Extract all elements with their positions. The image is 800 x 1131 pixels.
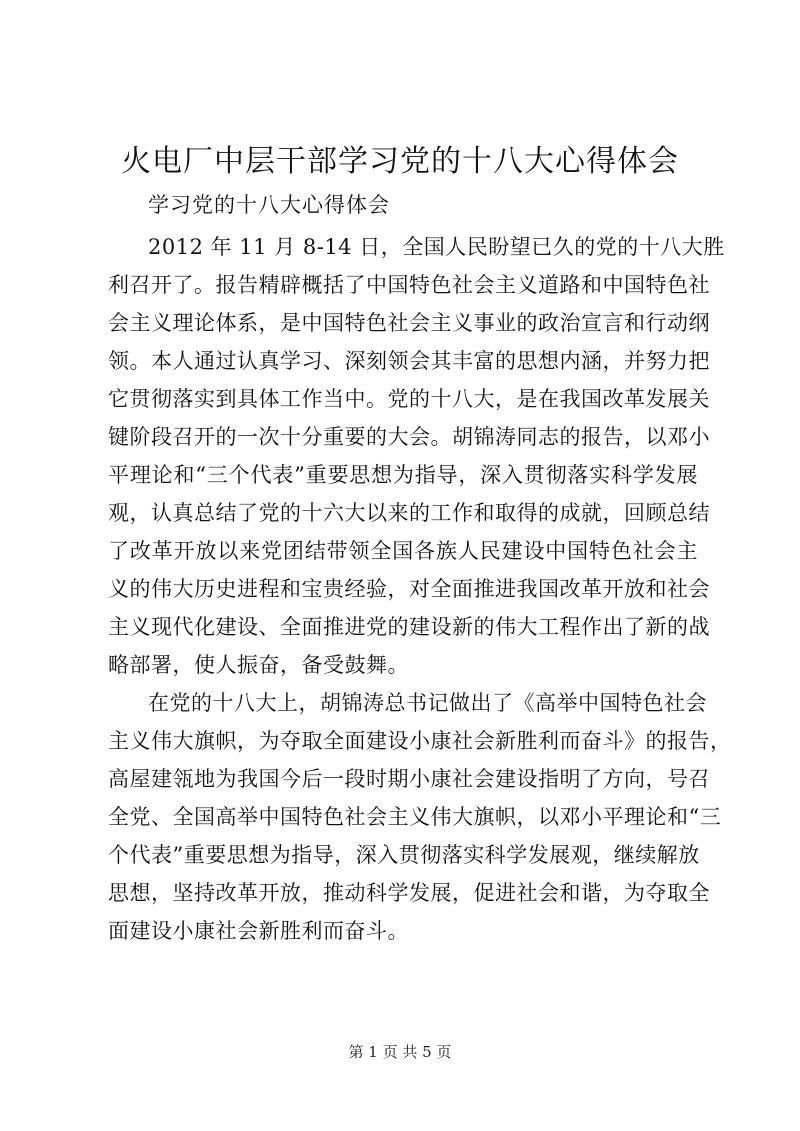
paragraph-line: 思想，坚持改革开放，推动科学发展，促进社会和谐，为夺取全 (108, 881, 710, 905)
paragraph-line: 它贯彻落实到具体工作当中。党的十八大，是在我国改革发展关 (108, 387, 710, 411)
paragraph-line: 主义伟大旗帜，为夺取全面建设小康社会新胜利而奋斗》的报告， (108, 729, 732, 753)
document-title: 火电厂中层干部学习党的十八大心得体会 (121, 144, 679, 179)
paragraph-line: 面建设小康社会新胜利而奋斗。 (108, 919, 409, 943)
paragraph-line: 观，认真总结了党的十六大以来的工作和取得的成就，回顾总结 (108, 501, 710, 525)
paragraph-line: 会主义理论体系，是中国特色社会主义事业的政治宣言和行动纲 (108, 311, 710, 335)
paragraph-line: 领。本人通过认真学习、深刻领会其丰富的思想内涵，并努力把 (108, 349, 710, 373)
paragraph-line: 高屋建瓴地为我国今后一段时期小康社会建设指明了方向，号召 (108, 767, 710, 791)
paragraph-line: 略部署，使人振奋，备受鼓舞。 (108, 653, 409, 677)
paragraph-line: 全党、全国高举中国特色社会主义伟大旗帜，以邓小平理论和“三 (108, 805, 722, 829)
paragraph-line: 主义现代化建设、全面推进党的建设新的伟大工程作出了新的战 (108, 615, 710, 639)
paragraph-line: 在党的十八大上，胡锦涛总书记做出了《高举中国特色社会 (148, 691, 707, 715)
page-footer: 第 1 页 共 5 页 (348, 1043, 452, 1061)
paragraph-line: 平理论和“三个代表”重要思想为指导，深入贯彻落实科学发展 (108, 463, 698, 487)
paragraph-line: 个代表”重要思想为指导，深入贯彻落实科学发展观，继续解放 (108, 843, 700, 867)
paragraph-line: 利召开了。报告精辟概括了中国特色社会主义道路和中国特色社 (108, 273, 710, 297)
paragraph-line: 了改革开放以来党团结带领全国各族人民建设中国特色社会主 (108, 539, 698, 563)
paragraph-line: 义的伟大历史进程和宝贵经验，对全面推进我国改革开放和社会 (108, 577, 710, 601)
paragraph-line: 键阶段召开的一次十分重要的大会。胡锦涛同志的报告，以邓小 (108, 425, 710, 449)
paragraph-line: 2012 年 11 月 8-14 日，全国人民盼望已久的党的十八大胜 (148, 235, 725, 259)
document-subtitle: 学习党的十八大心得体会 (148, 193, 390, 217)
